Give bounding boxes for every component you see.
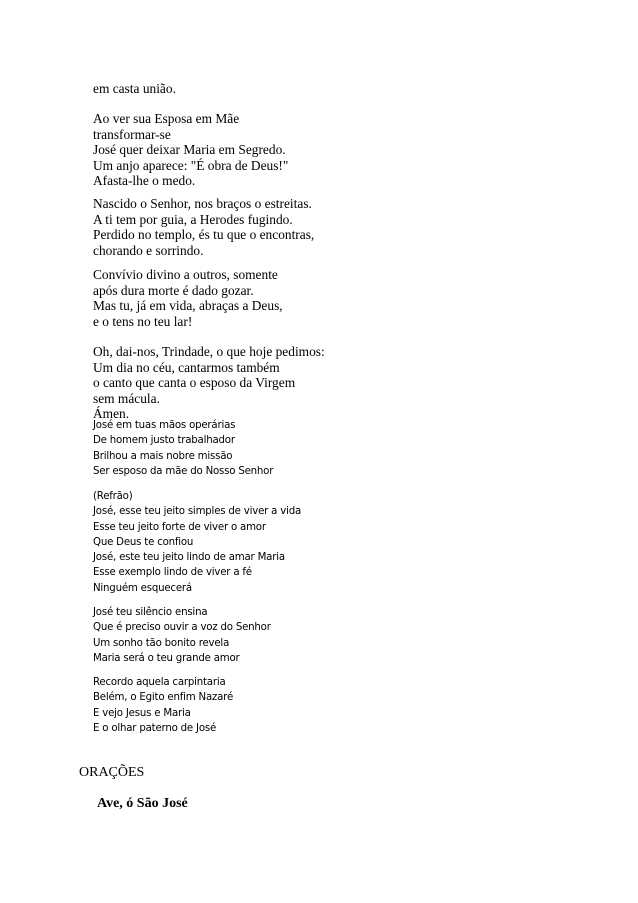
song-line: Que é preciso ouvir a voz do Senhor (93, 622, 271, 634)
song-line: José em tuas mãos operárias (93, 420, 236, 431)
song-refrain (93, 489, 301, 596)
hymn-line: o canto que canta o esposo da Virgem (93, 375, 296, 391)
hymn-line: Um dia no céu, cantarmos também (93, 359, 280, 375)
song-line: De homem justo trabalhador (93, 435, 235, 447)
song-line: E o olhar paterno de José (93, 722, 217, 734)
song-verse-1 (93, 418, 273, 479)
song-line: José teu silêncio ensina (93, 607, 208, 618)
hymn-opening (93, 81, 176, 97)
prayers-heading: ORAÇÕES (79, 765, 145, 780)
song-line: Esse exemplo lindo de viver a fé (93, 567, 252, 579)
hymn-line: e o tens no teu lar! (93, 313, 193, 329)
hymn-line: transformar-se (93, 126, 171, 142)
hymn-stanza-3 (93, 196, 314, 258)
song-line: Esse teu jeito forte de viver o amor (93, 521, 266, 533)
hymn-line: Mas tu, já em vida, abraças a Deus, (93, 298, 283, 314)
song-line: José, esse teu jeito simples de viver a vida (93, 506, 302, 518)
hymn-stanza-2 (93, 111, 288, 189)
hymn-stanza-5 (93, 344, 325, 422)
hymn-line: chorando e sorrindo. (93, 242, 204, 258)
hymn-line: Convívio divino a outros, somente (93, 267, 278, 282)
song-line: Recordo aquela carpintaria (93, 677, 226, 688)
hymn-line: Um anjo aparece: "É obra de Deus!" (93, 157, 289, 173)
song-line: Brilhou a mais nobre missão (93, 450, 233, 462)
song-line: Um sonho tão bonito revela (93, 637, 230, 649)
song-line: Ninguém esquecerá (93, 582, 192, 594)
song-line: Que Deus te confiou (93, 536, 194, 548)
hymn-line: Ámen. (93, 406, 130, 422)
hymn-line: A ti tem por guia, a Herodes fugindo. (93, 211, 293, 227)
song-line: Maria será o teu grande amor (93, 652, 240, 664)
hymn-line: Perdido no templo, és tu que o encontras, (93, 227, 315, 243)
hymn-line: José quer deixar Maria em Segredo. (93, 142, 286, 158)
hymn-line: Nascido o Senhor, nos braços o estreitas. (93, 196, 312, 211)
song-line: (Refrão) (93, 491, 133, 502)
hymn-line: em casta união. (93, 81, 176, 96)
prayer-title: Ave, ó São José (97, 796, 188, 811)
hymn-line: Ao ver sua Esposa em Mãe (93, 111, 240, 126)
song-line: Ser esposo da mãe do Nosso Senhor (93, 465, 274, 477)
song-line: E vejo Jesus e Maria (93, 707, 191, 719)
song-line: Belém, o Egito enfim Nazaré (93, 692, 234, 704)
hymn-line: Afasta-lhe o medo. (93, 173, 196, 189)
hymn-line: após dura morte é dado gozar. (93, 282, 254, 298)
song-line: José, este teu jeito lindo de amar Maria (93, 552, 285, 564)
hymn-line: Oh, dai-nos, Trindade, o que hoje pedimos: (93, 344, 325, 359)
song-verse-2 (93, 605, 271, 666)
hymn-stanza-4 (93, 267, 283, 329)
song-verse-3 (93, 675, 233, 736)
hymn-line: sem mácula. (93, 390, 160, 406)
